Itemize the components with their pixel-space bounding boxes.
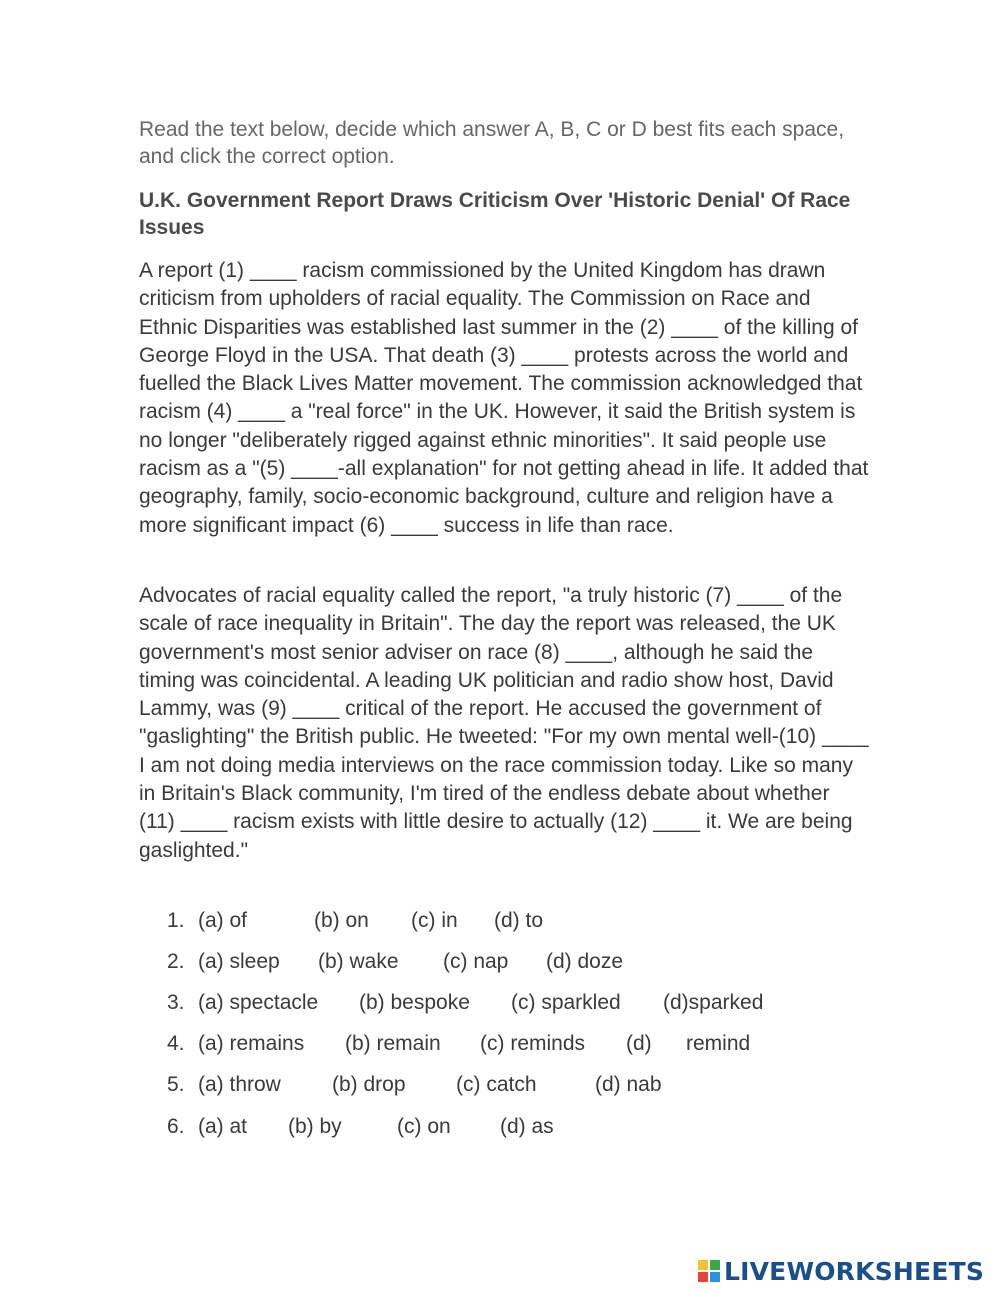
option-3b[interactable]: (b) bespoke: [359, 991, 470, 1014]
option-2d[interactable]: (d) doze: [546, 950, 624, 973]
liveworksheets-logo[interactable]: [698, 1257, 994, 1287]
option-5c[interactable]: (c) catch: [456, 1073, 537, 1096]
option-3a[interactable]: (a) spectacle: [198, 991, 319, 1014]
option-1c[interactable]: (c) in: [411, 909, 458, 932]
option-6d[interactable]: (d) as: [500, 1115, 554, 1138]
option-4d[interactable]: (d): [626, 1032, 652, 1055]
article-paragraph-2: Advocates of racial equality called the report, "a truly historic (7) ____ of the scale of race inequality in Britain". The day the report was released, the UK government's most senior adviser on race (8) ____, although he said the timing was coincidental. A leading UK politician and radio show host, David Lammy, was (9) ____ critical of the report. He accused the government of "gaslighting" the British public. He tweeted: "For my own mental well-(10) ____ I am not doing media interviews on the race commission today. Like so many in Britain's Black community, I'm tired of the endless debate about whether (11) ____ racism exists with little desire to actually (12) ____ it. We are being gaslighted.": [139, 584, 869, 862]
option-5b[interactable]: (b) drop: [332, 1073, 406, 1096]
article-headline: U.K. Government Report Draws Criticism Over 'Historic Denial' Of Race Issues: [139, 189, 851, 239]
option-6b[interactable]: (b) by: [288, 1115, 342, 1138]
brand-name: LIVEWORKSHEETS: [724, 1257, 985, 1286]
option-4c[interactable]: (c) reminds: [480, 1032, 586, 1055]
option-4a[interactable]: (a) remains: [198, 1032, 305, 1055]
option-2b[interactable]: (b) wake: [318, 950, 399, 973]
option-2c[interactable]: (c) nap: [443, 950, 509, 973]
option-2a[interactable]: (a) sleep: [198, 950, 280, 973]
option-5d[interactable]: (d) nab: [595, 1073, 662, 1096]
option-6a[interactable]: (a) at: [198, 1115, 248, 1138]
option-5a[interactable]: (a) throw: [198, 1073, 281, 1096]
option-3c[interactable]: (c) sparkled: [511, 991, 621, 1014]
option-1b[interactable]: (b) on: [314, 909, 369, 932]
option-6c[interactable]: (c) on: [397, 1115, 451, 1138]
instructions: Read the text below, decide which answer A, B, C or D best fits each space, and click the correct option.: [139, 118, 845, 168]
option-1a[interactable]: (a) of: [198, 909, 248, 932]
liveworksheets-logo-icon: [698, 1260, 720, 1282]
option-4b[interactable]: (b) remain: [345, 1032, 441, 1055]
article-paragraph-1: A report (1) ____ racism commissioned by the United Kingdom has drawn criticism from upholders of racial equality. The Commission on Race and Ethnic Disparities was established last summer in the (2) ____ of the killing of George Floyd in the USA. That death (3) ____ protests across the world and fuelled the Black Lives Matter movement. The commission acknowledged that racism (4) ____ a "real force" in the UK. However, it said the British system is no longer "deliberately rigged against ethnic minorities". It said people use racism as a "(5) ____-all explanation" for not getting ahead in life. It added that geography, family, socio-economic background, culture and religion have a more significant impact (6) ____ success in life than race.: [139, 259, 869, 537]
option-3d[interactable]: (d)sparked: [663, 991, 764, 1014]
option-1d[interactable]: (d) to: [494, 909, 544, 932]
option-4d-text[interactable]: remind: [686, 1032, 751, 1055]
